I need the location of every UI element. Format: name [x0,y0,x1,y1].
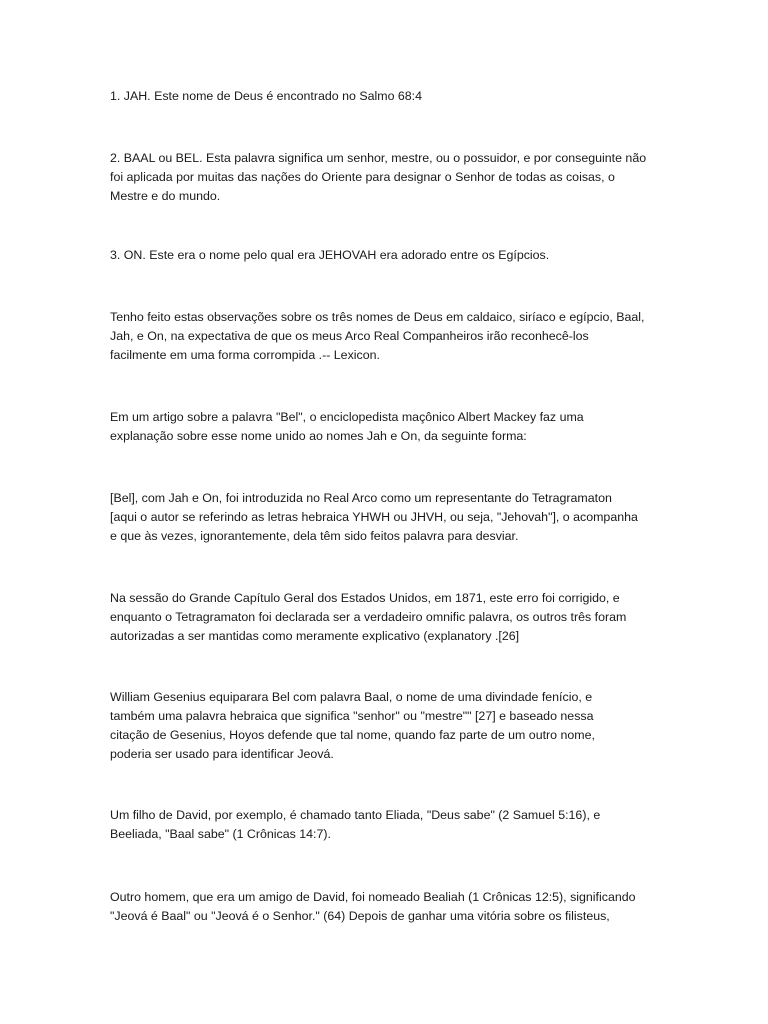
paragraph-filho-david: Um filho de David, por exemplo, é chamado tanto Eliada, "Deus sabe" (2 Samuel 5:16), e Beeliada, "Baal sabe" (1 Crônicas 14:7). [110,808,601,841]
paragraph-baal-bel: 2. BAAL ou BEL. Esta palavra significa um senhor, mestre, ou o possuidor, e por conseguinte não foi aplicada por muitas das nações do Oriente para designar o Senhor de todas as coisas, o Mestre e do mundo. [110,151,647,203]
paragraph-bealiah: Outro homem, que era um amigo de David, foi nomeado Bealiah (1 Crônicas 12:5), significando "Jeová é Baal" ou "Jeová é o Senhor." (64) Depois de ganhar uma vitória sobre os filisteus, [110,890,636,923]
paragraph-sessao-1871: Na sessão do Grande Capítulo Geral dos Estados Unidos, em 1871, este erro foi corrigido, e enquanto o Tetragramaton foi declarada ser a verdadeiro omnific palavra, os outros três foram autorizadas a ser mantidas como meramente explicativo (explanatory .[26] [110,591,627,643]
paragraph-observacoes: Tenho feito estas observações sobre os três nomes de Deus em caldaico, siríaco e egípcio, Baal, Jah, e On, na expectativa de que os meus Arco Real Companheiros irão reconhecê-los facilmente em uma forma corrompida .-- Lexicon. [110,310,645,362]
paragraph-on: 3. ON. Este era o nome pelo qual era JEHOVAH era adorado entre os Egípcios. [110,248,550,262]
paragraph-tetragramaton: [Bel], com Jah e On, foi introduzida no Real Arco como um representante do Tetragramaton [aqui o autor se referindo as letras hebraica YHWH ou JHVH, ou seja, "Jehovah"], o acompanha e que às vezes, ignorantemente, dela têm sido feitos palavra para desviar. [110,491,638,543]
paragraph-jah: 1. JAH. Este nome de Deus é encontrado no Salmo 68:4 [110,89,423,103]
paragraph-mackey: Em um artigo sobre a palavra "Bel", o enciclopedista maçônico Albert Mackey faz uma explanação sobre esse nome unido ao nomes Jah e On, da seguinte forma: [110,410,584,443]
paragraph-gesenius: William Gesenius equiparara Bel com palavra Baal, o nome de uma divindade fenício, e também uma palavra hebraica que significa "senhor" ou "mestre"" [27] e baseado nessa citação de Gesenius, Hoyos defende que tal nome, quando faz parte de um outro nome, poderia ser usado para identificar Jeová. [110,690,595,761]
